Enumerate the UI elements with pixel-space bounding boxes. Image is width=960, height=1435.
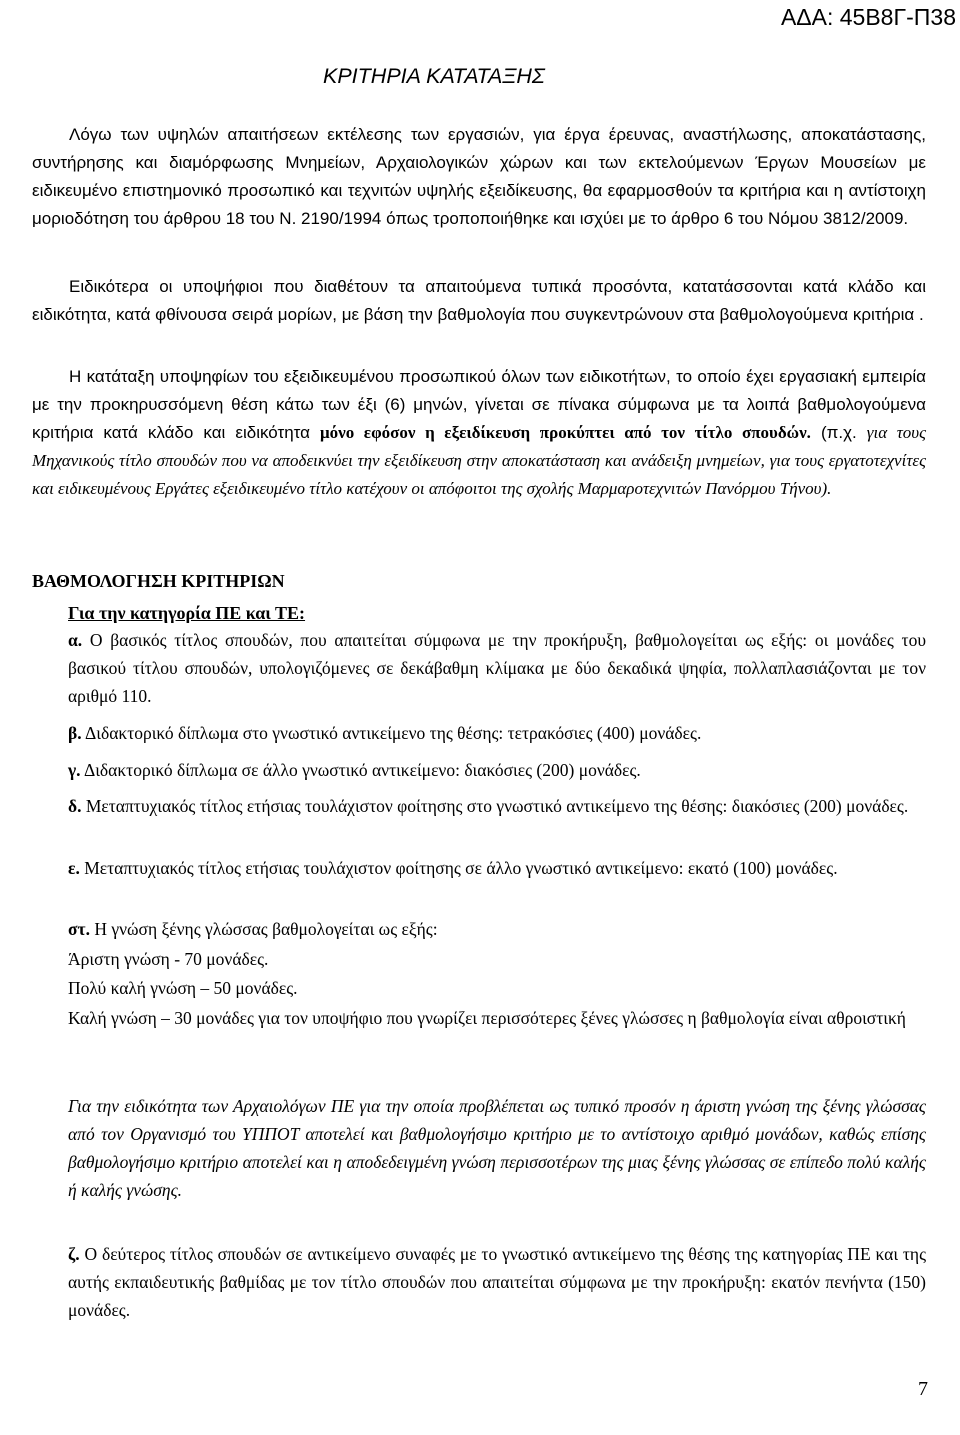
item-d-text: Μεταπτυχιακός τίτλος ετήσιας τουλάχιστον φοίτησης στο γνωστικό αντικείμενο της θέσης: διακόσιες (200) μονάδες.	[81, 796, 909, 816]
p3-start: Η κατάταξη υποψηφίων του εξειδικευμένου προσωπικού όλων των ειδικοτήτων, το οποίο έχει εργασιακή εμπειρία με την προκηρυσσόμενη θέση κάτω των έξι (6) μηνών, γίνεται σε πίνακα σύμφωνα με τα λοιπά βαθμολογούμενα κριτήρια κατά κλάδο και ειδικότητα	[32, 367, 926, 442]
page-title: ΚΡΙΤΗΡΙΑ ΚΑΤΑΤΑΞΗΣ	[323, 64, 545, 88]
intro-paragraph-3	[32, 363, 926, 503]
item-b	[68, 719, 701, 747]
item-a	[68, 626, 926, 710]
item-b-label: β.	[68, 723, 82, 743]
page-number: 7	[918, 1378, 928, 1400]
lang-good: Καλή γνώση – 30 μονάδες για τον υποψήφιο που γνωρίζει περισσότερες ξένες γλώσσες η βαθμολογία είναι αθροιστική	[68, 1008, 906, 1028]
item-a-text: Ο βασικός τίτλος σπουδών, που απαιτείται σύμφωνα με την προκήρυξη, βαθμολογείται ως εξής: οι μονάδες του βασικού τίτλου σπουδών, υπολογιζόμενες σε δεκάβαθμη κλίμακα με δύο δεκαδικά ψηφία, πολλαπλασιάζονται με τον αριθμό 110.	[68, 630, 926, 706]
item-z-label: ζ.	[68, 1244, 80, 1264]
item-a-label: α.	[68, 630, 83, 650]
intro-paragraph-2: Ειδικότερα οι υποψήφιοι που διαθέτουν τα απαιτούμενα τυπικά προσόντα, κατατάσσονται κατά κλάδο και ειδικότητα, κατά φθίνουσα σειρά μορίων, με βάση την βαθμολογία που συγκεντρώνουν στα βαθμολογούμενα κριτήρια .	[32, 277, 926, 324]
item-st	[68, 915, 438, 943]
item-c-label: γ.	[68, 760, 81, 780]
lang-very-good: Πολύ καλή γνώση – 50 μονάδες.	[68, 978, 298, 998]
item-st-label: στ.	[68, 919, 90, 939]
item-z	[68, 1240, 926, 1324]
intro-paragraph-1: Λόγω των υψηλών απαιτήσεων εκτέλεσης των εργασιών, για έργα έρευνας, αναστήλωσης, αποκατάστασης, συντήρησης και διαμόρφωσης Μνημείων, Αρχαιολογικών χώρων και των εκτελούμενων Έργων Μουσείων με ειδικευμένο επιστημονικό προσωπικό και τεχνιτών υψηλής εξειδίκευσης, θα εφαρμοσθούν τα κριτήρια και η αντίστοιχη μοριοδότηση του άρθρου 18 του Ν. 2190/1994 όπως τροποποιήθηκε και ισχύει με το άρθρο 6 του Νόμου 3812/2009.	[32, 125, 926, 228]
item-e-text: Μεταπτυχιακός τίτλος ετήσιας τουλάχιστον φοίτησης σε άλλο γνωστικό αντικείμενο: εκατό (100) μονάδες.	[79, 858, 838, 878]
item-c	[68, 756, 641, 784]
p3-bold: μόνο εφόσον η εξειδίκευση προκύπτει από τον τίτλο σπουδών.	[320, 423, 811, 442]
item-d-label: δ.	[68, 796, 82, 816]
item-b-text: Διδακτορικό δίπλωμα στο γνωστικό αντικείμενο της θέσης: τετρακόσιες (400) μονάδες.	[81, 723, 702, 743]
p3-italic: για τους Μηχανικούς τίτλο σπουδών που να αποδεικνύει την εξειδίκευση στην αποκατάσταση και ανάδειξη μνημείων, για τους εργατοτεχνίτες και ειδικευμένους Εργάτες εξειδικευμένο τίτλο κατέχουν οι απόφοιτοι της σχολής Μαρμαροτεχνιτών Πανόρμου Τήνου).	[32, 423, 926, 498]
item-c-text: Διδακτορικό δίπλωμα σε άλλο γνωστικό αντικείμενο: διακόσιες (200) μονάδες.	[80, 760, 641, 780]
scoring-subheading: Για την κατηγορία ΠΕ και ΤΕ:	[68, 603, 306, 623]
item-z-text: Ο δεύτερος τίτλος σπουδών σε αντικείμενο συναφές με το γνωστικό αντικείμενο της θέσης της κατηγορίας ΠΕ και της αυτής εκπαιδευτικής βαθμίδας με τον τίτλο σπουδών που απαιτείται σύμφωνα με την προκήρυξη: εκατόν πενήντα (150) μονάδες.	[68, 1244, 926, 1320]
item-e-label: ε.	[68, 858, 80, 878]
item-d	[68, 792, 926, 820]
item-st-text: Η γνώση ξένης γλώσσας βαθμολογείται ως εξής:	[89, 919, 438, 939]
archaeologists-note: Για την ειδικότητα των Αρχαιολόγων ΠΕ για την οποία προβλέπεται ως τυπικό προσόν η άριστη γνώση της ξένης γλώσσας από τον Οργανισμό του ΥΠΠΟΤ αποτελεί και βαθμολογήσιμο κριτήριο με το αντίστοιχο αριθμό μονάδων, καθώς επίσης βαθμολογήσιμο κριτήριο αποτελεί και η αποδεδειγμένη γνώση περισσοτέρων της μιας ξένης γλώσσας σε επίπεδο πολύ καλής ή καλής γνώσης.	[68, 1096, 926, 1200]
lang-excellent: Άριστη γνώση - 70 μονάδες.	[68, 949, 269, 969]
scoring-heading: ΒΑΘΜΟΛΟΓΗΣΗ ΚΡΙΤΗΡΙΩΝ	[32, 571, 285, 591]
item-e	[68, 854, 926, 882]
ada-code: ΑΔΑ: 45Β8Γ-Π38	[780, 4, 956, 30]
p3-mid: (π.χ.	[810, 423, 867, 442]
